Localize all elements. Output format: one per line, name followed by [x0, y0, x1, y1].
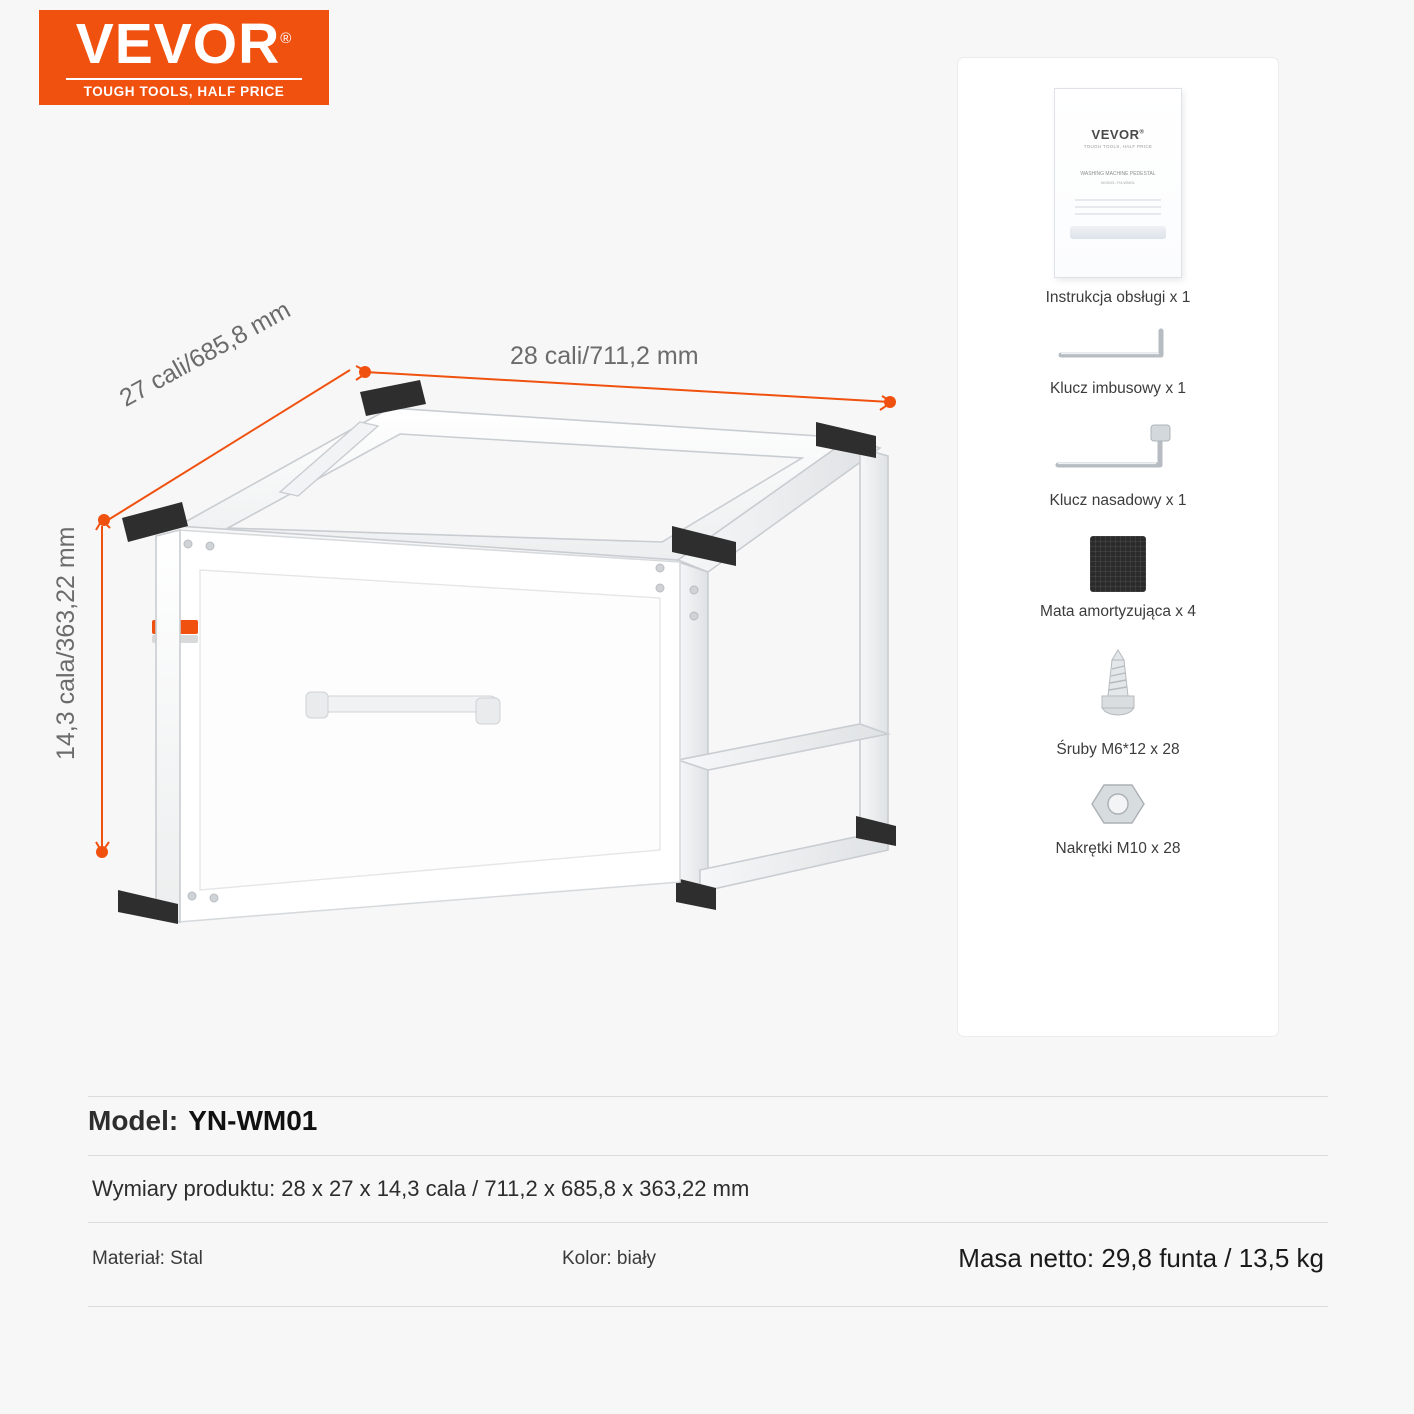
accessory-caption: Nakrętki M10 x 28 [1055, 839, 1181, 857]
accessories-panel [958, 58, 1278, 1036]
vevor-logo [39, 10, 329, 105]
manual-cover-tagline: TOUGH TOOLS, HALF PRICE [1083, 144, 1153, 149]
manual-cover-figure [1070, 226, 1166, 239]
manual-cover-logo [1092, 127, 1145, 142]
accessory-caption: Klucz nasadowy x 1 [1049, 491, 1187, 509]
nut-icon [1090, 779, 1146, 829]
spec-row-model [88, 1097, 1328, 1155]
accessory-item-nut [958, 779, 1278, 858]
logo-tagline: TOUGH TOOLS, HALF PRICE [83, 84, 285, 99]
manual-cover-reg: ® [1139, 129, 1145, 136]
dimension-label-depth: 27 cali/685,8 mm [115, 295, 296, 413]
model-label: Model: [88, 1105, 179, 1136]
accessory-item-allen-key [958, 323, 1278, 398]
accessory-item-manual [958, 88, 1278, 307]
spec-row-dimensions: Wymiary produktu: 28 x 27 x 14,3 cala / 711,2 x 685,8 x 363,22 mm [92, 1176, 750, 1201]
color-value: Kolor: biały [562, 1247, 656, 1269]
logo-registered-mark: ® [280, 30, 293, 47]
manual-cover-model: MODEL:YN-WM01 [1101, 180, 1135, 185]
logo-divider [66, 78, 302, 80]
product-illustration [52, 295, 940, 980]
accessory-caption: Śruby M6*12 x 28 [1056, 740, 1180, 758]
accessory-caption: Instrukcja obsługi x 1 [1045, 289, 1191, 306]
spec-row-material-color-weight [88, 1223, 1328, 1284]
specification-table [88, 1096, 1328, 1307]
accessory-caption: Klucz imbusowy x 1 [1049, 380, 1187, 398]
accessory-item-screw [958, 644, 1278, 759]
pedestal-drawing [60, 330, 940, 980]
accessory-item-socket-wrench [958, 421, 1278, 510]
rubber-pad-icon [1090, 536, 1146, 592]
dimension-label-width: 28 cali/711,2 mm [510, 342, 699, 370]
manual-cover-title: WASHING MACHINE PEDESTAL [1080, 171, 1156, 177]
spec-divider [88, 1306, 1328, 1307]
logo-wordmark [75, 12, 293, 76]
screw-icon [1088, 644, 1148, 730]
manual-cover-logo-text: VEVOR [1091, 127, 1140, 142]
socket-wrench-icon [1048, 421, 1188, 481]
model-value: YN-WM01 [188, 1105, 318, 1136]
manual-cover-lines [1075, 199, 1161, 220]
material-value: Materiał: Stal [92, 1247, 203, 1269]
allen-key-icon [1053, 323, 1183, 369]
logo-text: VEVOR [75, 12, 281, 76]
accessory-caption: Mata amortyzująca x 4 [1040, 603, 1196, 621]
manual-booklet-icon [1054, 88, 1182, 278]
dimension-label-height: 14,3 cala/363,22 mm [52, 526, 80, 760]
accessory-item-pad [958, 536, 1278, 621]
net-weight-value: Masa netto: 29,8 funta / 13,5 kg [958, 1243, 1324, 1273]
